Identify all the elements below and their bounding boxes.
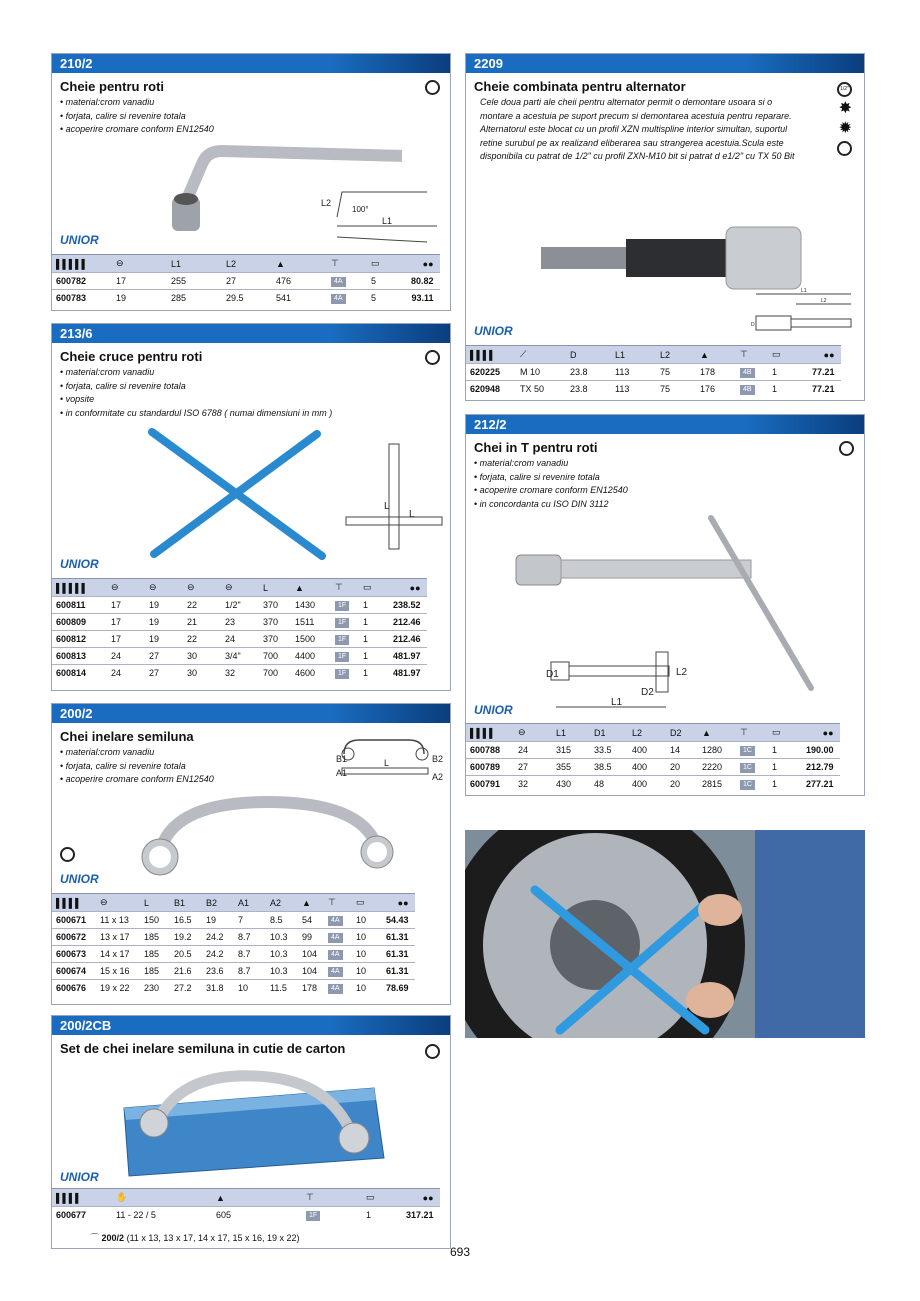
bullet: • material:crom vanadiu (60, 366, 450, 380)
col-header: L (259, 579, 291, 597)
spline-icon: ✸ (838, 100, 852, 117)
weight-icon: ▲ (698, 724, 736, 742)
table-header (52, 1189, 440, 1207)
wheel-photo (465, 830, 865, 1038)
table-row: 620225 M 10 23.8 113 75 178 4B 1 77.21 (466, 364, 841, 381)
socket-size-icon: ⊖ (514, 724, 552, 742)
torx-icon: ✹ (838, 120, 852, 137)
dimension-drawing (317, 182, 442, 247)
bullet: • forjata, calire si revenire totala (60, 760, 450, 774)
socket-size-icon: ⊖ (145, 579, 183, 597)
product-table (52, 578, 427, 682)
table-row: 600791 32 430 48 400 20 2815 1C 1 277.21 (466, 776, 840, 793)
product-title: Cheie cruce pentru roti (60, 349, 203, 364)
table-row: 600674 15 x 16 185 21.6 23.6 8.7 10.3 104 4A 10 61.31 (52, 963, 415, 980)
col-header: A1 (234, 894, 266, 912)
quantity-icon: ▭ (352, 894, 382, 912)
bullet: • forjata, calire si revenire totala (474, 471, 864, 485)
product-card-200-2 (51, 703, 451, 1005)
table-row: 600677 11 - 22 / 5 605 1F 1 317.21 (52, 1207, 440, 1224)
dim-d2: D2 (641, 687, 654, 698)
col-header: D1 (590, 724, 628, 742)
hex-socket-icon (425, 350, 440, 365)
table-row: 600809 17 19 21 23 370 1511 1F 1 212.46 (52, 614, 427, 631)
table-row: 620948 TX 50 23.8 113 75 176 4B 1 77.21 (466, 381, 841, 398)
table-row: 600788 24 315 33.5 400 14 1280 1C 1 190.00 (466, 742, 840, 759)
price-icon: ●● (402, 1189, 440, 1207)
product-description: Cele doua parti ale cheii pentru alternator permit o demontare usoara si o montare a acestuia pe suport precum si demontarea acestuia pentru reparare. Alternatorul este blocat cu un profil XZN multispline interior simultan, suportul retine surubul pe ax realizand eliberarea sau strangerea acestuia.Scula este disponibila cu patrat de 1/2" cu profil ZXN-M10 bit si patrat d e1/2" cu TX 50 Bit (480, 97, 795, 161)
brand-logo: UNIOR (60, 557, 99, 571)
product-code: 200/2CB (52, 1016, 450, 1035)
col-header: B2 (202, 894, 234, 912)
set-contents-note (90, 1231, 300, 1244)
page-number: 693 (450, 1245, 471, 1259)
table-row: 600813 24 27 30 3/4" 700 4400 1F 1 481.97 (52, 648, 427, 665)
table-header (52, 894, 415, 912)
price-icon: ●● (808, 346, 841, 364)
table-row: 600783 19 285 29.5 541 4A 5 93.11 (52, 290, 440, 307)
bullet: • material:crom vanadiu (474, 457, 864, 471)
barcode-icon: ▌▌▌▌ (52, 1189, 112, 1207)
no-impact-icon (837, 141, 852, 156)
hex-socket-icon (425, 80, 440, 95)
wrench-icon: ⌒ (90, 1233, 100, 1243)
quantity-icon: ▭ (367, 255, 407, 273)
col-header: A2 (266, 894, 298, 912)
table-header (466, 346, 841, 364)
bullet: • in conformitate cu standardul ISO 6788 ( numai dimensiuni in mm ) (60, 407, 450, 421)
socket-size-icon: ⊖ (112, 255, 167, 273)
table-header (466, 724, 840, 742)
socket-size-icon: ⊖ (221, 579, 259, 597)
product-code: 2209 (466, 54, 864, 73)
price-icon: ●● (382, 894, 415, 912)
dim-l2: L2 (676, 667, 688, 678)
ring-end-icon (425, 1044, 440, 1059)
dimension-drawing (344, 439, 444, 554)
packaging-icon: ⊤ (736, 346, 768, 364)
product-table (466, 723, 840, 793)
barcode-icon: ▌▌▌▌▌ (52, 579, 107, 597)
product-code: 210/2 (52, 54, 450, 73)
col-header: L (140, 894, 170, 912)
weight-icon: ▲ (212, 1189, 302, 1207)
bullet: • acoperire cromare conform EN12540 (60, 773, 450, 787)
col-header: L2 (656, 346, 696, 364)
brand-logo: UNIOR (474, 324, 513, 338)
product-card-212-2 (465, 414, 865, 796)
table-row: 600814 24 27 30 32 700 4600 1F 1 481.97 (52, 665, 427, 682)
packaging-icon: ⊤ (331, 579, 359, 597)
product-table (52, 1188, 440, 1224)
dim-l1: L1 (801, 288, 807, 294)
ring-end-icon (60, 847, 75, 862)
quantity-icon: ▭ (768, 724, 802, 742)
product-code: 213/6 (52, 324, 450, 343)
quantity-icon: ▭ (362, 1189, 402, 1207)
bullet: • acoperire cromare conform EN12540 (60, 123, 450, 137)
dim-d: D (751, 322, 755, 328)
col-header: L2 (222, 255, 272, 273)
product-card-2209 (465, 53, 865, 401)
table-header (52, 579, 427, 597)
bullet: • forjata, calire si revenire totala (60, 110, 450, 124)
packaging-icon: ⊤ (324, 894, 352, 912)
note-code: 200/2 (101, 1233, 125, 1243)
set-size-icon: ✋ (112, 1189, 212, 1207)
col-header: L1 (552, 724, 590, 742)
cross-wrench-image (142, 424, 332, 564)
quantity-icon: ▭ (768, 346, 808, 364)
packaging-icon: ⊤ (327, 255, 367, 273)
price-icon: ●● (407, 255, 440, 273)
table-header (52, 255, 440, 273)
dim-l1: L1 (382, 216, 393, 226)
bullet: • material:crom vanadiu (60, 746, 450, 760)
brand-logo: UNIOR (474, 703, 513, 717)
product-card-200-2cb (51, 1015, 451, 1249)
dim-l1: L1 (611, 697, 623, 708)
brand-logo: UNIOR (60, 872, 99, 886)
table-row: 600676 19 x 22 230 27.2 31.8 10 11.5 178 4A 10 78.69 (52, 980, 415, 997)
brand-logo: UNIOR (60, 1170, 99, 1184)
product-title: Set de chei inelare semiluna in cutie de carton (60, 1041, 346, 1056)
bullet: • forjata, calire si revenire totala (60, 380, 450, 394)
product-code: 212/2 (466, 415, 864, 434)
price-icon: ●● (389, 579, 427, 597)
bit-profile-icon: ⟋ (516, 346, 566, 364)
col-header: D2 (666, 724, 698, 742)
col-header: B1 (170, 894, 202, 912)
dimension-drawing (334, 732, 446, 797)
product-table (466, 345, 841, 398)
bullet: • in concordanta cu ISO DIN 3112 (474, 498, 864, 512)
bullet: • material:crom vanadiu (60, 96, 450, 110)
barcode-icon: ▌▌▌▌ (466, 724, 514, 742)
weight-icon: ▲ (272, 255, 327, 273)
weight-icon: ▲ (696, 346, 736, 364)
packaging-icon: ⊤ (302, 1189, 362, 1207)
dim-b2: B2 (432, 754, 444, 764)
socket-size-icon: ⊖ (96, 894, 140, 912)
col-header: L1 (167, 255, 222, 273)
dim-l2: L2 (321, 198, 332, 208)
weight-icon: ▲ (298, 894, 324, 912)
bullet: • acoperire cromare conform EN12540 (474, 484, 864, 498)
dim-angle: 100° (352, 205, 369, 214)
barcode-icon: ▌▌▌▌▌ (52, 255, 112, 273)
product-title: Chei in T pentru roti (474, 440, 598, 455)
table-row: 600789 27 355 38.5 400 20 2220 1C 1 212.79 (466, 759, 840, 776)
col-header: D (566, 346, 611, 364)
hex-socket-icon (839, 441, 854, 456)
boxed-set-image (114, 1068, 394, 1178)
table-row: 600671 11 x 13 150 16.5 19 7 8.5 54 4A 10 54.43 (52, 912, 415, 929)
dim-l: L (409, 509, 415, 520)
col-header: L1 (611, 346, 656, 364)
dim-l2: L2 (821, 298, 827, 304)
price-icon: ●● (802, 724, 840, 742)
dimension-drawing (751, 284, 856, 344)
wrench-image (132, 792, 402, 882)
table-row: 600672 13 x 17 185 19.2 24.2 8.7 10.3 99 4A 10 61.31 (52, 929, 415, 946)
col-header: L2 (628, 724, 666, 742)
dim-l: L (384, 501, 390, 512)
product-title: Cheie pentru roti (60, 79, 165, 94)
square-drive-icon: 1/2" (837, 82, 852, 97)
quantity-icon: ▭ (359, 579, 389, 597)
product-card-210-2 (51, 53, 451, 311)
brand-logo: UNIOR (60, 233, 99, 247)
barcode-icon: ▌▌▌▌ (52, 894, 96, 912)
product-title: Cheie combinata pentru alternator (474, 79, 686, 94)
product-table (52, 254, 440, 307)
dimension-drawing (546, 647, 696, 717)
socket-size-icon: ⊖ (107, 579, 145, 597)
dim-a2: A2 (432, 772, 444, 782)
dim-d1: D1 (546, 669, 559, 680)
table-row: 600811 17 19 22 1/2" 370 1430 1F 1 238.52 (52, 597, 427, 614)
barcode-icon: ▌▌▌▌ (466, 346, 516, 364)
dim-a1: A1 (336, 768, 348, 778)
product-title: Chei inelare semiluna (60, 729, 194, 744)
socket-size-icon: ⊖ (183, 579, 221, 597)
weight-icon: ▲ (291, 579, 331, 597)
packaging-icon: ⊤ (736, 724, 768, 742)
bullet: • vopsite (60, 393, 450, 407)
dim-b1: B1 (336, 754, 348, 764)
note-text: (11 x 13, 13 x 17, 14 x 17, 15 x 16, 19 x 22) (126, 1233, 300, 1243)
dim-l: L (384, 758, 390, 768)
table-row: 600782 17 255 27 476 4A 5 80.82 (52, 273, 440, 290)
product-card-213-6 (51, 323, 451, 691)
product-code: 200/2 (52, 704, 450, 723)
table-row: 600673 14 x 17 185 20.5 24.2 8.7 10.3 104 4A 10 61.31 (52, 946, 415, 963)
table-row: 600812 17 19 22 24 370 1500 1F 1 212.46 (52, 631, 427, 648)
product-table (52, 893, 415, 997)
